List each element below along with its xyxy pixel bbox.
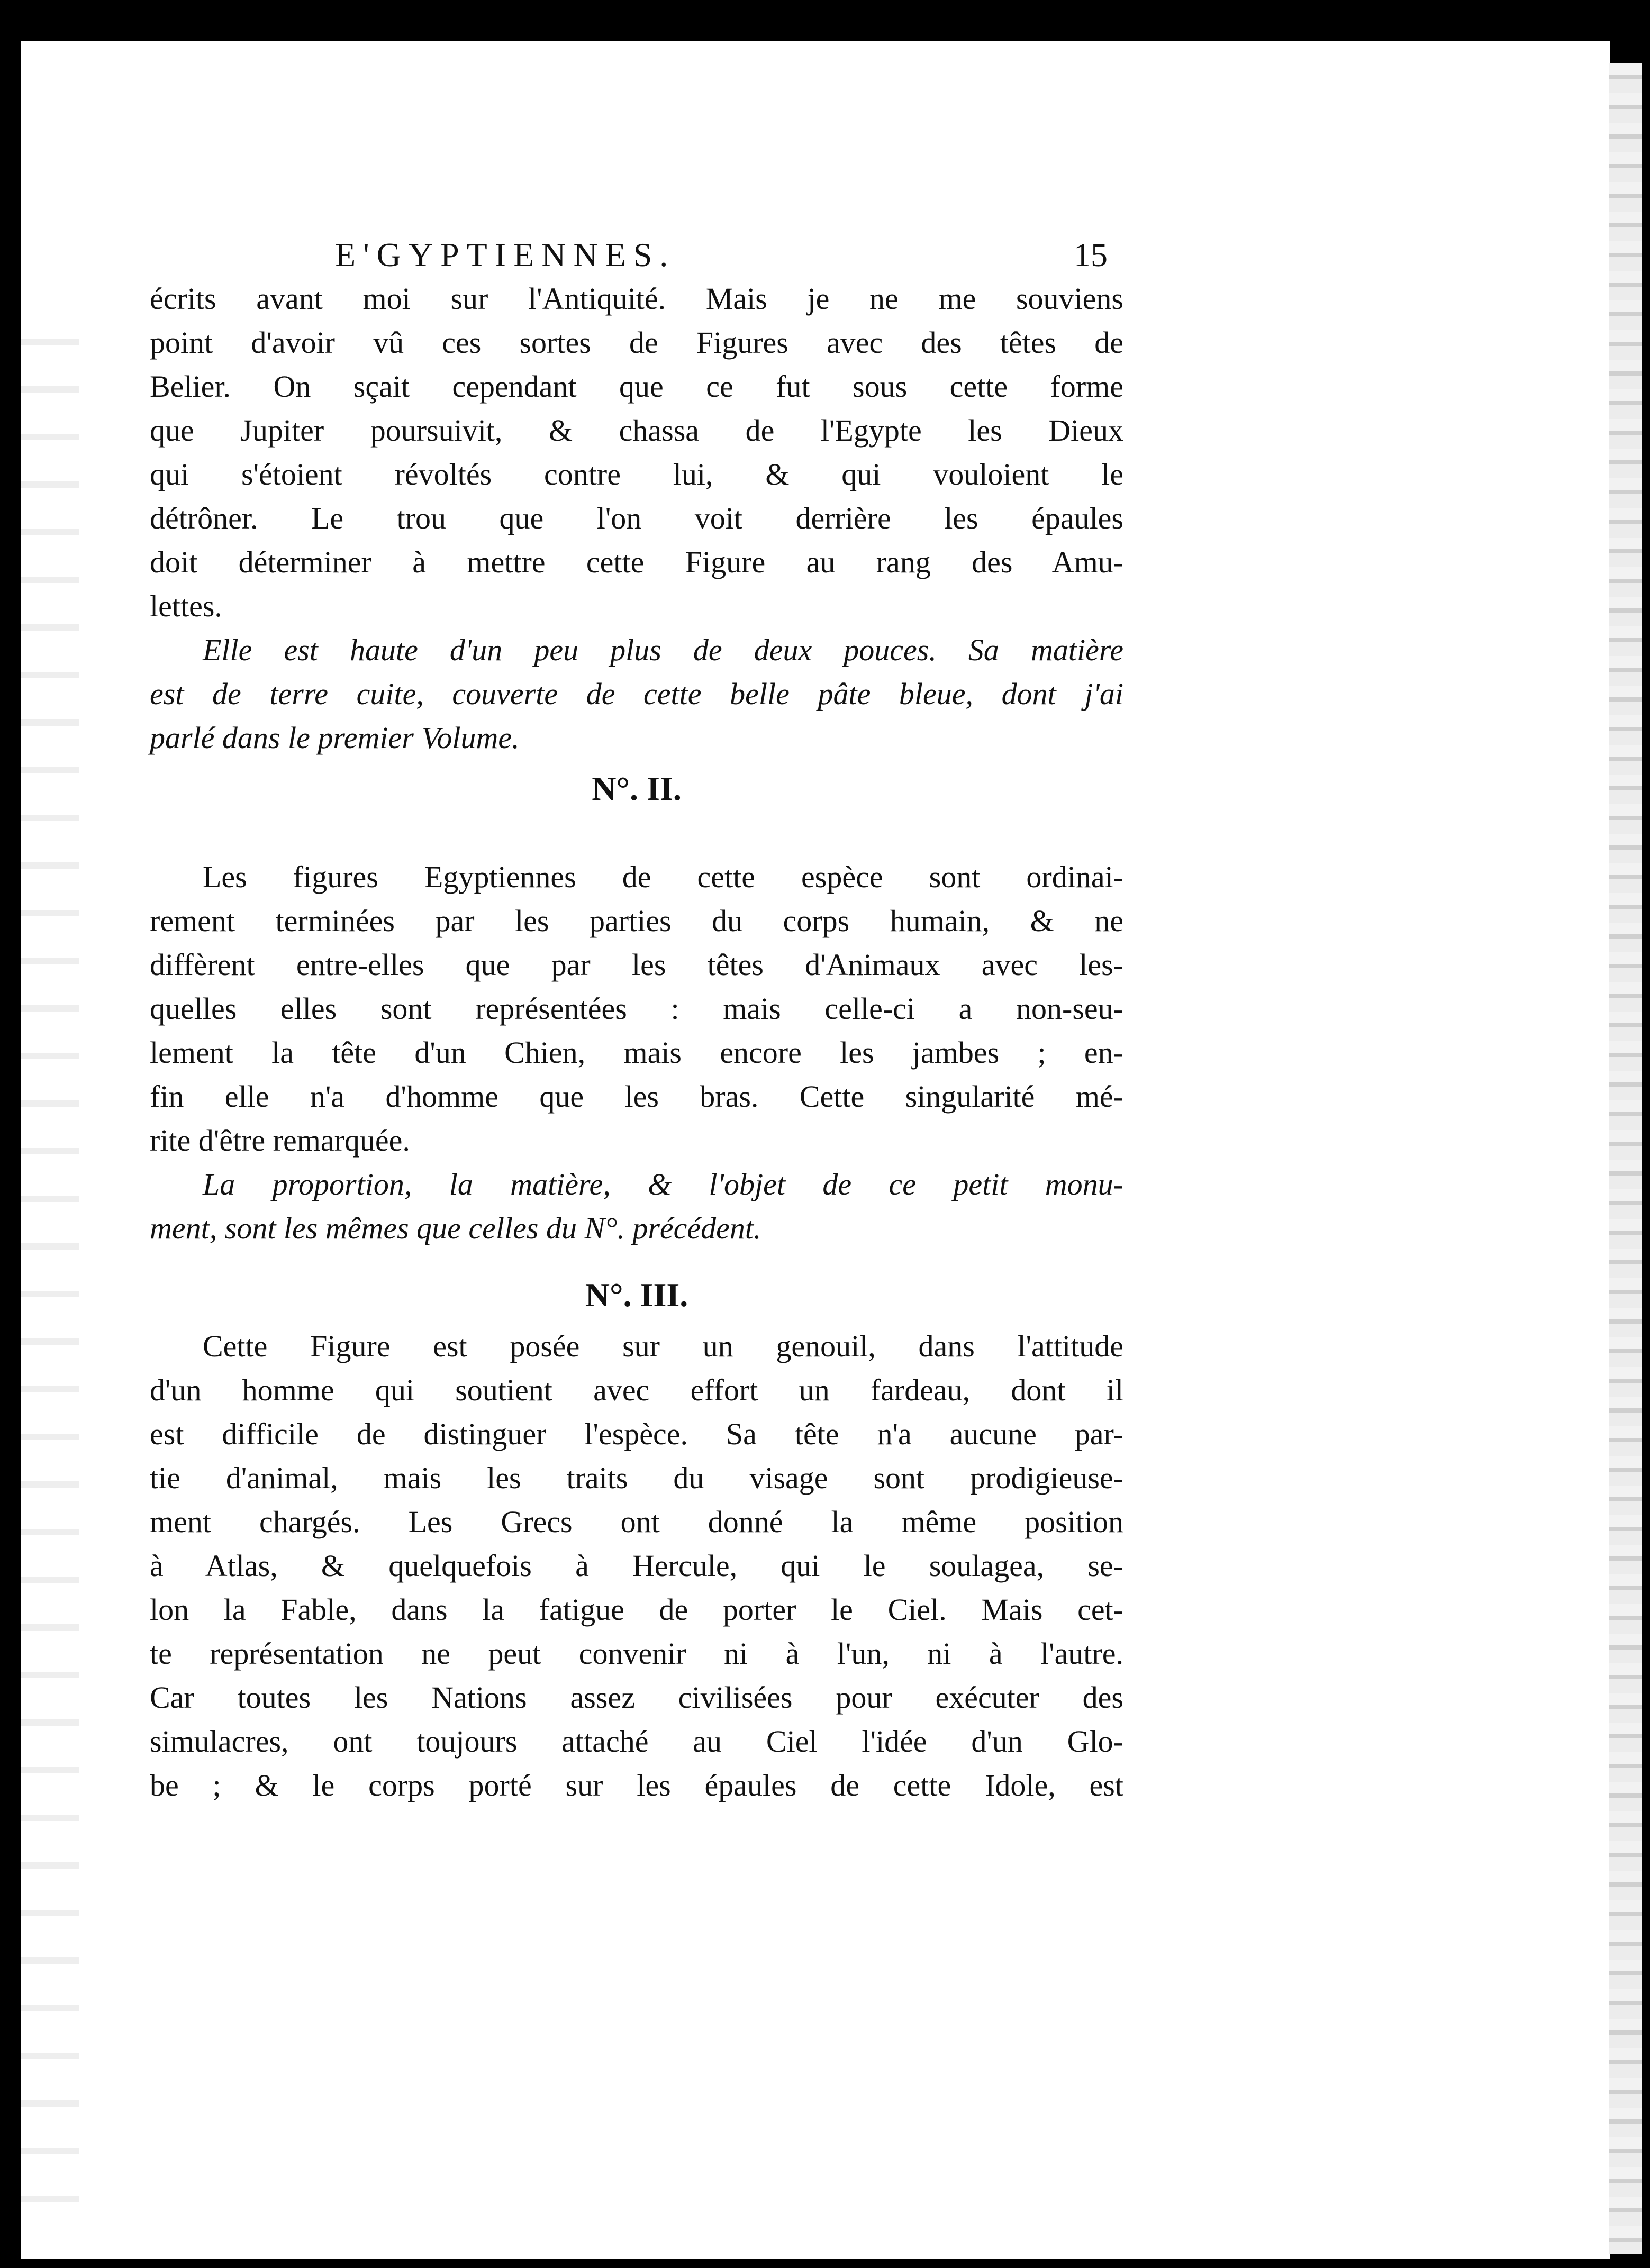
text-line: doit déterminer à mettre cette Figure au rang des Amu- <box>150 545 1123 579</box>
text-line: Les figures Egyptiennes de cette espèce sont ordinai- <box>203 860 1123 894</box>
text-line: écrits avant moi sur l'Antiquité. Mais je ne me souviens <box>150 281 1123 316</box>
page-text <box>150 233 1123 1807</box>
text-line: lement la tête d'un Chien, mais encore les jambes ; en- <box>150 1035 1123 1070</box>
running-head: E'GYPTIENNES. <box>335 236 676 274</box>
paragraph-2 <box>150 855 1123 1162</box>
note-line: parlé dans le premier Volume. <box>150 721 520 755</box>
text-line: te représentation ne peut convenir ni à l'un, ni à l'autre. <box>150 1636 1123 1671</box>
text-line: diffèrent entre-elles que par les têtes d'Animaux avec les- <box>150 948 1123 982</box>
text-line: Belier. On sçait cependant que ce fut sous cette forme <box>150 369 1123 404</box>
text-line: que Jupiter poursuivit, & chassa de l'Egypte les Dieux <box>150 413 1123 448</box>
text-line: fin elle n'a d'homme que les bras. Cette singularité mé- <box>150 1079 1123 1114</box>
section-heading-2: N°. II. <box>592 770 682 807</box>
text-line: qui s'étoient révoltés contre lui, & qui vouloient le <box>150 457 1123 491</box>
text-line: lettes. <box>150 589 222 623</box>
text-line: ment chargés. Les Grecs ont donné la même position <box>150 1505 1123 1539</box>
text-line: point d'avoir vû ces sortes de Figures avec des têtes de <box>150 325 1123 360</box>
note-line: ment, sont les mêmes que celles du N°. précédent. <box>150 1211 761 1245</box>
section-heading-3: N°. III. <box>585 1276 688 1314</box>
note-1 <box>150 628 1123 760</box>
text-line: tie d'animal, mais les traits du visage sont prodigieuse- <box>150 1461 1123 1495</box>
text-line: Car toutes les Nations assez civilisées pour exécuter des <box>150 1680 1123 1715</box>
note-line: Elle est haute d'un peu plus de deux pouces. Sa matière <box>203 633 1123 667</box>
paragraph-3 <box>150 1324 1123 1807</box>
text-line: à Atlas, & quelquefois à Hercule, qui le soulagea, se- <box>150 1549 1123 1583</box>
text-line: rement terminées par les parties du corps humain, & ne <box>150 904 1123 938</box>
text-line: be ; & le corps porté sur les épaules de cette Idole, est <box>150 1768 1123 1802</box>
spacer <box>150 818 1123 855</box>
gutter-shadow <box>21 317 79 2222</box>
note-line: est de terre cuite, couverte de cette belle pâte bleue, dont j'ai <box>150 677 1123 711</box>
text-line: rite d'être remarquée. <box>150 1123 410 1158</box>
paragraph-1 <box>150 277 1123 628</box>
text-line: d'un homme qui soutient avec effort un fardeau, dont il <box>150 1373 1123 1407</box>
text-line: détrôner. Le trou que l'on voit derrière les épaules <box>150 501 1123 535</box>
text-line: est difficile de distinguer l'espèce. Sa tête n'a aucune par- <box>150 1417 1123 1451</box>
page-number: 15 <box>1074 236 1108 274</box>
text-line: lon la Fable, dans la fatigue de porter le Ciel. Mais cet- <box>150 1592 1123 1627</box>
page-edge-strip <box>1609 63 1642 2254</box>
text-line: simulacres, ont toujours attaché au Ciel l'idée d'un Glo- <box>150 1724 1123 1759</box>
text-line: quelles elles sont représentées : mais celle-ci a non-seu- <box>150 991 1123 1026</box>
note-line: La proportion, la matière, & l'objet de ce petit monu- <box>203 1167 1123 1201</box>
spacer <box>150 1250 1123 1266</box>
note-2 <box>150 1162 1123 1250</box>
page-header <box>150 233 1123 277</box>
text-line: Cette Figure est posée sur un genouil, dans l'attitude <box>203 1329 1123 1363</box>
